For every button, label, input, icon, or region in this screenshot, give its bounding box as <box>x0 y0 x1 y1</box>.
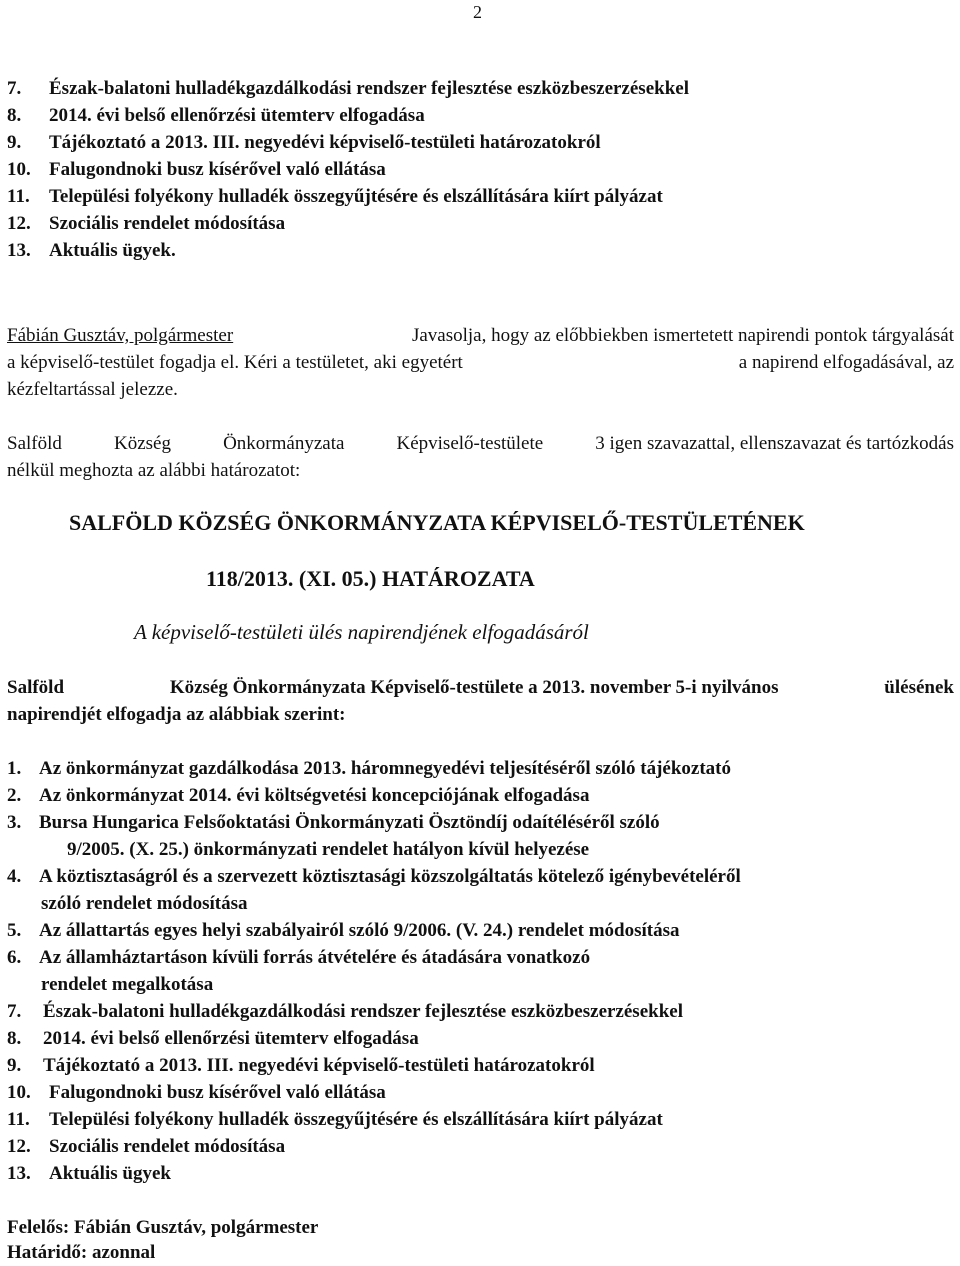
list-item: 13. Aktuális ügyek. <box>7 240 176 261</box>
resolution-title: SALFÖLD KÖZSÉG ÖNKORMÁNYZATA KÉPVISELŐ-TESTÜLETÉNEK <box>69 510 805 535</box>
list-item: 12. Szociális rendelet módosítása <box>7 213 286 234</box>
list-item: 8. 2014. évi belső ellenőrzési ütemterv elfogadása <box>7 1028 419 1049</box>
list-item: 11. Települési folyékony hulladék összegyűjtésére és elszállítására kiírt pályázat <box>7 1109 663 1130</box>
list-item: 9. Tájékoztató a 2013. III. negyedévi képviselő-testületi határozatokról <box>7 132 601 153</box>
resolution-subtitle: A képviselő-testületi ülés napirendjének elfogadásáról <box>134 620 589 644</box>
proposal-line-1: Fábián Gusztáv, polgármester Javasolja, hogy az előbbiekben ismertetett napirendi pontok tárgyalását <box>7 322 954 349</box>
list-item: 12. Szociális rendelet módosítása <box>7 1136 286 1157</box>
list-item: 3. Bursa Hungarica Felsőoktatási Önkormányzati Ösztöndíj odaítéléséről szóló <box>7 812 660 833</box>
deadline: Határidő: azonnal <box>7 1242 156 1263</box>
intro-line-1: Salföld Község Önkormányzata Képviselő-testülete a 2013. november 5-i nyilvános ülésének <box>7 677 954 698</box>
proposal-line-3: kézfeltartással jelezze. <box>7 379 178 400</box>
list-item: 8. 2014. évi belső ellenőrzési ütemterv elfogadása <box>7 105 425 126</box>
list-item: 9. Tájékoztató a 2013. III. negyedévi képviselő-testületi határozatokról <box>7 1055 595 1076</box>
list-item: 7. Észak-balatoni hulladékgazdálkodási rendszer fejlesztése eszközbeszerzésekkel <box>7 78 689 99</box>
list-item: 13. Aktuális ügyek <box>7 1163 171 1184</box>
proposal-line-2: a képviselő-testület fogadja el. Kéri a testületet, aki egyetért a napirend elfogadásával, az <box>7 352 954 373</box>
page-number: 2 <box>473 2 482 22</box>
vote-line-2: nélkül meghozta az alábbi határozatot: <box>7 460 301 481</box>
list-item: szóló rendelet módosítása <box>41 893 248 914</box>
list-item: 5. Az állattartás egyes helyi szabályairól szóló 9/2006. (V. 24.) rendelet módosítása <box>7 920 680 941</box>
list-item: 6. Az államháztartáson kívüli forrás átvételére és átadására vonatkozó <box>7 947 591 968</box>
list-item: 1. Az önkormányzat gazdálkodása 2013. háromnegyedévi teljesítéséről szóló tájékoztató <box>7 758 731 779</box>
resolution-number: 118/2013. (XI. 05.) HATÁROZATA <box>206 566 535 591</box>
vote-line-1: Salföld Község Önkormányzata Képviselő-testülete 3 igen szavazattal, ellenszavazat és tartózkodás <box>7 433 954 454</box>
intro-line-2: napirendjét elfogadja az alábbiak szerint: <box>7 704 346 725</box>
responsible-person: Felelős: Fábián Gusztáv, polgármester <box>7 1217 319 1238</box>
speaker-name: Fábián Gusztáv, polgármester <box>7 325 234 346</box>
list-item: 2. Az önkormányzat 2014. évi költségvetési koncepciójának elfogadása <box>7 785 590 806</box>
list-item: 9/2005. (X. 25.) önkormányzati rendelet hatályon kívül helyezése <box>67 839 590 860</box>
list-item: 10. Falugondnoki busz kísérővel való ellátása <box>7 159 386 180</box>
list-item: 4. A köztisztaságról és a szervezett köztisztasági közszolgáltatás kötelező igénybevételéről <box>7 866 741 887</box>
list-item: 10. Falugondnoki busz kísérővel való ellátása <box>7 1082 386 1103</box>
list-item: rendelet megalkotása <box>41 974 214 995</box>
list-item: 7. Észak-balatoni hulladékgazdálkodási rendszer fejlesztése eszközbeszerzésekkel <box>7 1001 683 1022</box>
list-item: 11. Települési folyékony hulladék összegyűjtésére és elszállítására kiírt pályázat <box>7 186 663 207</box>
